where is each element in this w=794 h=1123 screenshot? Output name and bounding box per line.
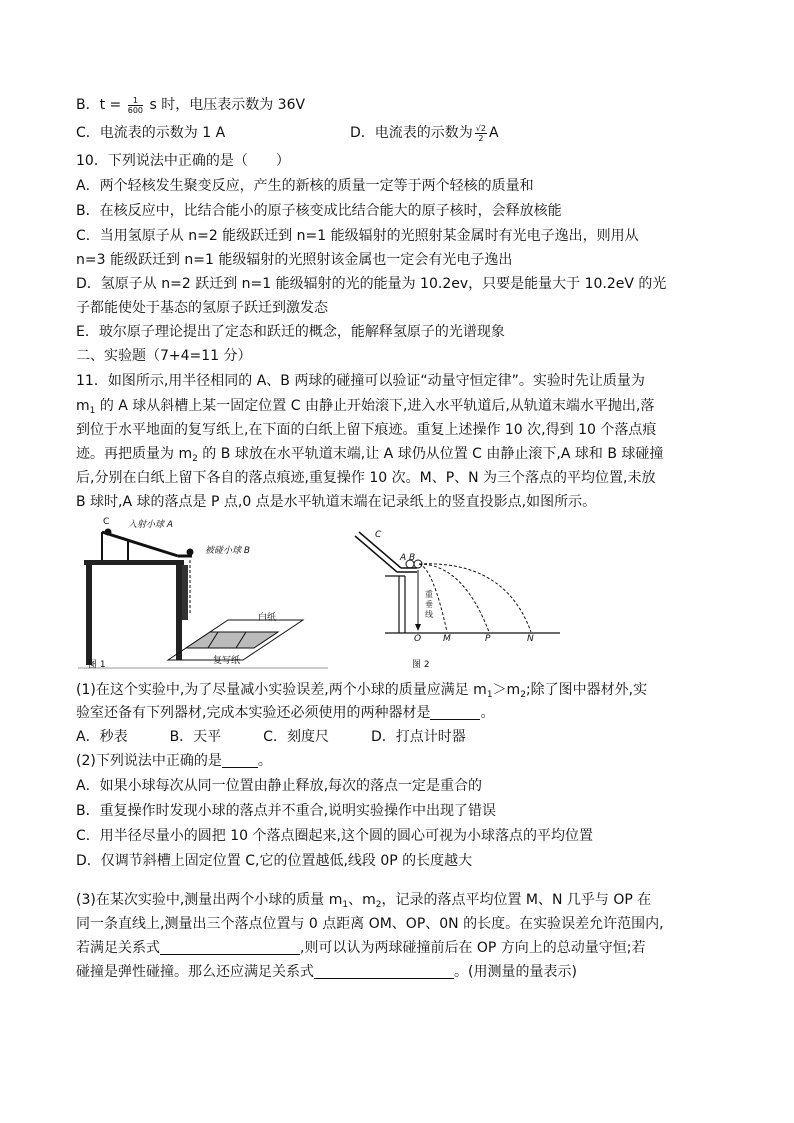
fig1-label-white-paper: 白纸: [258, 613, 277, 623]
fig1-table-leg-right: [176, 565, 182, 660]
q11-para-line1: 11．如图所示,用半径相同的 A、B 两球的碰撞可以验证“动量守恒定律”。实验时先让质量为: [76, 373, 645, 389]
fig1-clamp: [182, 565, 188, 620]
q11-para-line4: 迹。再把质量为 $m_2$ 的 B 球放在水平轨道末端,让 A 球仍从位置 C 由静止滚下,A 球和 B 球碰撞: [76, 446, 664, 464]
fig1-ball-b: [187, 549, 194, 556]
fig1-table-leg-left: [86, 565, 92, 665]
q11-sub1-options: A．秒表 B．天平 C．刻度尺 D．打点计时器: [76, 729, 466, 745]
fig2-label-o: O: [414, 634, 422, 644]
q9-option-b-suffix: s 时，电压表示数为 36V: [149, 97, 306, 113]
fig1-label-ball-b: 被碰小球 B: [205, 546, 251, 556]
q11-sub3-elastic-blank[interactable]: [314, 964, 454, 979]
q9-option-b: [76, 95, 305, 115]
q10-option-a: A．两个轻核发生聚变反应，产生的新核的质量一定等于两个轻核的质量和: [76, 178, 534, 194]
q10-option-e: E．玻尔原子理论提出了定态和跃迁的概念，能解释氢原子的光谱现象: [76, 324, 505, 340]
fig1-label-c: C: [103, 517, 110, 527]
q10-option-c-line1: C．当用氢原子从 n=2 能级跃迁到 n=1 能级辐射的光照射某金属时有光电子逸出，则用从: [76, 228, 639, 244]
fig1-caption: 图 1: [88, 660, 106, 670]
q10-option-b: B．在核反应中，比结合能小的原子核变成比结合能大的原子核时，会释放核能: [76, 203, 562, 219]
q11-sub2-answer-blank[interactable]: [222, 753, 258, 768]
fig2-label-n: N: [527, 634, 534, 644]
q9-option-d-unit: A: [488, 125, 499, 141]
q11-para-line3: 到位于水平地面的复写纸上,在下面的白纸上留下痕迹。重复上述操作 10 次,得到 10 个落点痕: [76, 422, 657, 438]
fig1-label-ball-a: 入射小球 A: [128, 520, 174, 530]
fig2-label-p: P: [485, 634, 491, 644]
q9-option-b-fraction: $\frac{1}{600}$: [127, 95, 144, 115]
section-2-title: 二、实验题（7+4=11 分）: [76, 348, 252, 364]
fig1-ramp: [102, 532, 178, 556]
q10-stem: 10．下列说法中正确的是（ ）: [76, 153, 290, 169]
q11-sub3-line4: 碰撞是弹性碰撞。那么还应满足关系式 。(用测量的量表示): [76, 964, 577, 980]
q11-sub3-line3: 若满足关系式 ,则可以认为两球碰撞前后在 OP 方向上的总动量守恒;若: [76, 940, 646, 956]
q11-sub2-stem: (2)下列说法中正确的是 。: [76, 753, 272, 769]
q10-option-d-line2: 子都能使处于基态的氢原子跃迁到激发态: [76, 300, 328, 316]
q11-para-line6: B 球时,A 球的落点是 P 点,0 点是水平轨道末端在记录纸上的竖直投影点,如图所示。: [76, 494, 597, 510]
q9-option-d-fraction: $\frac{√2}{2}$: [475, 123, 486, 143]
fig2-label-m: M: [443, 634, 451, 644]
fig2-label-plumb: 重垂线: [425, 590, 433, 619]
q9-option-d-prefix: D．电流表的示数为: [350, 125, 473, 141]
fig2-caption: 图 2: [412, 660, 430, 670]
fig2-ramp: [355, 536, 397, 572]
q10-option-c-line2: n=3 能级跃迁到 n=1 能级辐射的光照射该金属也一定会有光电子逸出: [76, 252, 513, 268]
q11-sub3-momentum-blank[interactable]: [160, 940, 300, 955]
fig1-label-carbon-paper: 复写纸: [213, 656, 241, 666]
q9-option-d: [350, 123, 499, 143]
q11-sub2-option-d: D．仅调节斜槽上固定位置 C,它的位置越低,线段 0P 的长度越大: [76, 853, 473, 869]
fig1-table-top: [84, 560, 184, 565]
q11-sub3-line1: (3)在某次实验中,测量出两个小球的质量 $m_1$、$m_2$，记录的落点平均位置 M、N 几乎与 OP 在: [76, 892, 652, 910]
q11-sub1-line2: 验室还备有下列器材,完成本实验还必须使用的两种器材是 。: [76, 705, 495, 721]
q11-sub3-line2: 同一条直线上,测量出三个落点位置与 0 点距离 OM、OP、0N 的长度。在实验误差允许范围内,: [76, 916, 664, 932]
q11-sub1-line1: (1)在这个实验中,为了尽量减小实验误差,两个小球的质量应满足 $m_1>m_2$;除了图中器材外,实: [76, 682, 648, 700]
fig2-trajectory-n: [419, 564, 531, 632]
q9-option-b-prefix: B．t =: [76, 97, 122, 113]
q11-sub2-option-b: B．重复操作时发现小球的落点并不重合,说明实验操作中出现了错误: [76, 803, 497, 819]
q11-sub2-option-c: C．用半径尽量小的圆把 10 个落点圈起来,这个圆的圆心可视为小球落点的平均位置: [76, 828, 593, 844]
fig2-label-c: C: [375, 530, 382, 540]
fig1-ball-a: [105, 529, 112, 536]
q11-para-line2: $m_1$ 的 A 球从斜槽上某一固定位置 C 由静止开始滚下,进入水平轨道后,从轨道末端水平抛出,落: [76, 398, 655, 416]
q9-option-c: C．电流表的示数为 1 A: [76, 125, 226, 141]
q11-sub2-option-a: A．如果小球每次从同一位置由静止释放,每次的落点一定是重合的: [76, 778, 483, 794]
q11-sub1-answer-blank[interactable]: [430, 705, 480, 720]
q11-para-line5: 后,分别在白纸上留下各自的落点痕迹,重复操作 10 次。M、P、N 为三个落点的平均位置,未放: [76, 470, 656, 486]
q10-option-d-line1: D．氢原子从 n=2 跃迁到 n=1 能级辐射的光的能量为 10.2ev，只要是能量大于 10.2eV 的光: [76, 276, 667, 292]
figure-2-diagram: [345, 528, 570, 648]
fig2-label-ab: A B: [400, 553, 416, 563]
